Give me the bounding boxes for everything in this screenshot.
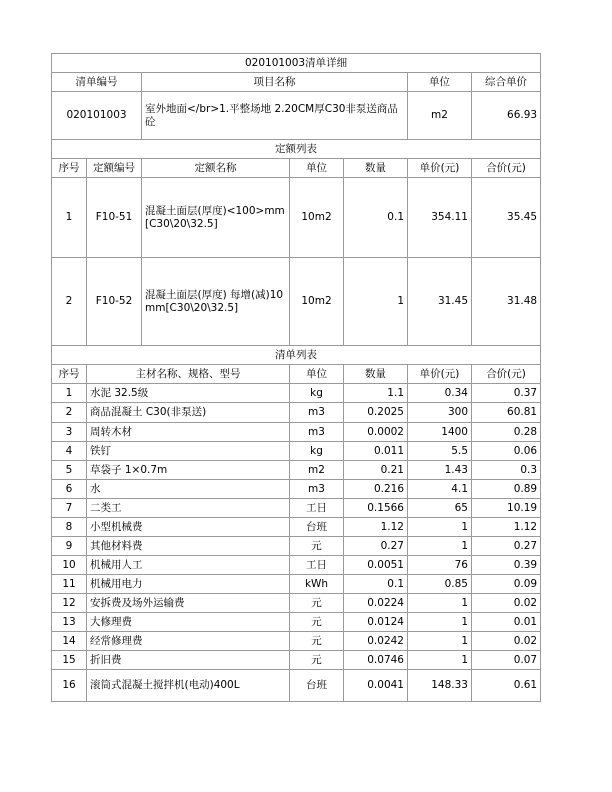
materials-title: 清单列表	[52, 346, 541, 365]
material-name: 铁钉	[87, 442, 290, 461]
material-row	[52, 670, 541, 702]
material-total: 0.07	[472, 651, 541, 670]
material-qty: 0.2025	[344, 403, 408, 423]
material-name: 机械用人工	[87, 556, 290, 575]
material-name: 经常修理费	[87, 632, 290, 651]
material-name: 商品混凝土 C30(非泵送)	[87, 403, 290, 423]
material-unit: 台班	[290, 670, 344, 702]
material-qty: 1.12	[344, 518, 408, 537]
material-seq: 5	[52, 461, 87, 480]
material-row	[52, 651, 541, 670]
material-seq: 8	[52, 518, 87, 537]
quota-total: 31.48	[472, 258, 541, 346]
mat-header-total: 合价(元)	[472, 365, 541, 384]
quota-header-seq: 序号	[52, 159, 87, 178]
quota-qty: 1	[344, 258, 408, 346]
material-row	[52, 575, 541, 594]
material-qty: 0.0124	[344, 613, 408, 632]
material-row	[52, 594, 541, 613]
material-qty: 0.0242	[344, 632, 408, 651]
material-unit: m3	[290, 480, 344, 499]
material-unit: 元	[290, 594, 344, 613]
material-price: 0.34	[408, 384, 472, 403]
material-price: 1	[408, 518, 472, 537]
material-unit: m3	[290, 423, 344, 442]
header-unit-price: 综合单价	[472, 73, 541, 92]
material-price: 1	[408, 632, 472, 651]
bill-detail-table	[51, 53, 541, 702]
material-name: 机械用电力	[87, 575, 290, 594]
material-total: 0.27	[472, 537, 541, 556]
material-total: 10.19	[472, 499, 541, 518]
material-name: 小型机械费	[87, 518, 290, 537]
material-name: 其他材料费	[87, 537, 290, 556]
material-unit: m3	[290, 403, 344, 423]
material-seq: 13	[52, 613, 87, 632]
material-name: 安拆费及场外运输费	[87, 594, 290, 613]
material-price: 76	[408, 556, 472, 575]
material-row	[52, 423, 541, 442]
material-row	[52, 384, 541, 403]
quota-code: F10-51	[87, 178, 142, 258]
quota-header-price: 单价(元)	[408, 159, 472, 178]
material-qty: 0.0051	[344, 556, 408, 575]
material-total: 60.81	[472, 403, 541, 423]
quota-qty: 0.1	[344, 178, 408, 258]
material-name: 大修理费	[87, 613, 290, 632]
material-unit: 元	[290, 651, 344, 670]
material-total: 0.39	[472, 556, 541, 575]
item-unit-price: 66.93	[472, 92, 541, 140]
material-seq: 2	[52, 403, 87, 423]
material-row	[52, 613, 541, 632]
material-qty: 0.0224	[344, 594, 408, 613]
material-price: 1	[408, 651, 472, 670]
quota-code: F10-52	[87, 258, 142, 346]
quota-header-unit: 单位	[290, 159, 344, 178]
quota-price: 354.11	[408, 178, 472, 258]
materials-body	[52, 384, 541, 702]
material-row	[52, 518, 541, 537]
quota-seq: 2	[52, 258, 87, 346]
quota-title: 定额列表	[52, 140, 541, 159]
material-price: 1400	[408, 423, 472, 442]
material-seq: 16	[52, 670, 87, 702]
material-row	[52, 537, 541, 556]
material-seq: 6	[52, 480, 87, 499]
material-seq: 3	[52, 423, 87, 442]
material-unit: kWh	[290, 575, 344, 594]
material-seq: 1	[52, 384, 87, 403]
material-total: 0.37	[472, 384, 541, 403]
material-total: 0.61	[472, 670, 541, 702]
material-price: 300	[408, 403, 472, 423]
material-row	[52, 442, 541, 461]
material-price: 1	[408, 594, 472, 613]
quota-header-name: 定额名称	[142, 159, 290, 178]
material-qty: 0.21	[344, 461, 408, 480]
material-qty: 0.011	[344, 442, 408, 461]
quota-seq: 1	[52, 178, 87, 258]
material-name: 折旧费	[87, 651, 290, 670]
material-seq: 7	[52, 499, 87, 518]
material-price: 1	[408, 537, 472, 556]
mat-header-name: 主材名称、规格、型号	[87, 365, 290, 384]
material-name: 二类工	[87, 499, 290, 518]
material-seq: 12	[52, 594, 87, 613]
material-row	[52, 480, 541, 499]
material-unit: kg	[290, 442, 344, 461]
material-seq: 15	[52, 651, 87, 670]
material-qty: 0.0002	[344, 423, 408, 442]
material-name: 周转木材	[87, 423, 290, 442]
item-name: 室外地面</br>1.平整场地 2.20CM厚C30非泵送商品砼	[142, 92, 408, 140]
header-item-name: 项目名称	[142, 73, 408, 92]
material-qty: 0.27	[344, 537, 408, 556]
mat-header-qty: 数量	[344, 365, 408, 384]
quota-unit: 10m2	[290, 178, 344, 258]
header-bill-code: 清单编号	[52, 73, 142, 92]
quota-row	[52, 178, 541, 258]
material-unit: 工日	[290, 499, 344, 518]
material-unit: 台班	[290, 518, 344, 537]
quota-name: 混凝土面层(厚度)<100>mm[C30\20\32.5]	[142, 178, 290, 258]
material-total: 0.89	[472, 480, 541, 499]
material-unit: m2	[290, 461, 344, 480]
mat-header-price: 单价(元)	[408, 365, 472, 384]
material-total: 0.3	[472, 461, 541, 480]
material-qty: 0.1	[344, 575, 408, 594]
material-total: 0.01	[472, 613, 541, 632]
material-seq: 4	[52, 442, 87, 461]
material-qty: 0.0746	[344, 651, 408, 670]
material-row	[52, 403, 541, 423]
material-row	[52, 556, 541, 575]
material-unit: 元	[290, 613, 344, 632]
item-unit: m2	[408, 92, 472, 140]
quota-unit: 10m2	[290, 258, 344, 346]
mat-header-seq: 序号	[52, 365, 87, 384]
material-price: 1	[408, 613, 472, 632]
material-seq: 14	[52, 632, 87, 651]
material-total: 0.06	[472, 442, 541, 461]
material-row	[52, 499, 541, 518]
material-total: 0.09	[472, 575, 541, 594]
material-seq: 9	[52, 537, 87, 556]
material-unit: 元	[290, 537, 344, 556]
material-total: 0.28	[472, 423, 541, 442]
material-qty: 1.1	[344, 384, 408, 403]
material-price: 5.5	[408, 442, 472, 461]
quota-price: 31.45	[408, 258, 472, 346]
quota-header-qty: 数量	[344, 159, 408, 178]
material-unit: 工日	[290, 556, 344, 575]
material-unit: kg	[290, 384, 344, 403]
material-unit: 元	[290, 632, 344, 651]
material-qty: 0.0041	[344, 670, 408, 702]
quota-header-total: 合价(元)	[472, 159, 541, 178]
material-price: 148.33	[408, 670, 472, 702]
quota-total: 35.45	[472, 178, 541, 258]
material-name: 滚筒式混凝土搅拌机(电动)400L	[87, 670, 290, 702]
detail-title: 020101003清单详细	[52, 54, 541, 73]
material-row	[52, 461, 541, 480]
material-name: 水	[87, 480, 290, 499]
material-row	[52, 632, 541, 651]
material-qty: 0.1566	[344, 499, 408, 518]
material-price: 4.1	[408, 480, 472, 499]
quota-name: 混凝土面层(厚度) 每增(减)10mm[C30\20\32.5]	[142, 258, 290, 346]
bill-code: 020101003	[52, 92, 142, 140]
material-total: 1.12	[472, 518, 541, 537]
header-unit: 单位	[408, 73, 472, 92]
material-seq: 10	[52, 556, 87, 575]
mat-header-unit: 单位	[290, 365, 344, 384]
quota-header-code: 定额编号	[87, 159, 142, 178]
material-price: 65	[408, 499, 472, 518]
material-name: 草袋子 1×0.7m	[87, 461, 290, 480]
quota-row	[52, 258, 541, 346]
material-total: 0.02	[472, 594, 541, 613]
material-qty: 0.216	[344, 480, 408, 499]
material-price: 0.85	[408, 575, 472, 594]
material-name: 水泥 32.5级	[87, 384, 290, 403]
material-total: 0.02	[472, 632, 541, 651]
material-seq: 11	[52, 575, 87, 594]
material-price: 1.43	[408, 461, 472, 480]
